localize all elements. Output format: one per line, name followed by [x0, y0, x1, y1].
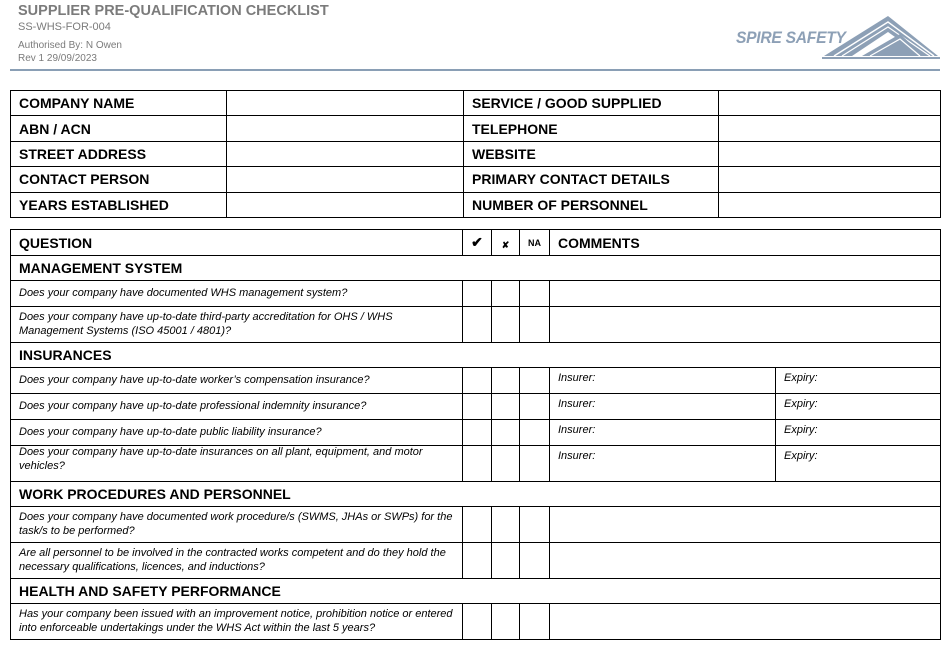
question-text: Does your company have up-to-date public liability insurance? [11, 420, 463, 446]
checklist-header-row [11, 230, 941, 256]
company-info-row [11, 91, 941, 116]
section-title: HEALTH AND SAFETY PERFORMANCE [11, 579, 941, 604]
section-row [11, 482, 941, 507]
question-text: Are all personnel to be involved in the contracted works competent and do they hold the necessary qualifications, licences, and inductions? [11, 543, 463, 579]
section-row [11, 256, 941, 281]
na-checkbox[interactable] [520, 394, 550, 420]
section-row [11, 343, 941, 368]
na-checkbox[interactable] [520, 604, 550, 640]
insurer-field[interactable]: Insurer: [550, 394, 776, 420]
insurer-field[interactable]: Insurer: [550, 446, 776, 482]
question-text: Does your company have documented work procedure/s (SWMS, JHAs or SWPs) for the task/s to be performed? [11, 507, 463, 543]
comments-field[interactable] [550, 507, 941, 543]
no-checkbox[interactable] [492, 604, 520, 640]
question-text: Does your company have up-to-date third-party accreditation for OHS / WHS Management Systems (ISO 45001 / 4801)? [11, 307, 463, 343]
no-checkbox[interactable] [492, 420, 520, 446]
question-row [11, 446, 941, 482]
checklist-table [10, 229, 941, 640]
question-row [11, 307, 941, 343]
comments-field[interactable] [550, 307, 941, 343]
info-label: PRIMARY CONTACT DETAILS [464, 167, 719, 192]
header-divider [10, 69, 940, 71]
authorised-by: Authorised By: N Owen [18, 40, 122, 51]
company-info-row [11, 141, 941, 166]
na-checkbox[interactable] [520, 543, 550, 579]
na-checkbox[interactable] [520, 507, 550, 543]
info-value-field[interactable] [227, 91, 464, 116]
comments-field[interactable] [550, 604, 941, 640]
info-value-field[interactable] [227, 141, 464, 166]
document-title: SUPPLIER PRE-QUALIFICATION CHECKLIST [18, 3, 329, 19]
info-label: WEBSITE [464, 141, 719, 166]
info-label: ABN / ACN [11, 116, 227, 141]
info-label: STREET ADDRESS [11, 141, 227, 166]
question-text: Does your company have documented WHS management system? [11, 281, 463, 307]
section-title: WORK PROCEDURES AND PERSONNEL [11, 482, 941, 507]
expiry-field[interactable]: Expiry: [776, 368, 941, 394]
comments-field[interactable] [550, 281, 941, 307]
na-checkbox[interactable] [520, 307, 550, 343]
info-value-field[interactable] [719, 141, 941, 166]
company-info-row [11, 167, 941, 192]
na-checkbox[interactable] [520, 281, 550, 307]
info-label: TELEPHONE [464, 116, 719, 141]
revision-date: Rev 1 29/09/2023 [18, 53, 97, 64]
no-checkbox[interactable] [492, 368, 520, 394]
info-value-field[interactable] [719, 91, 941, 116]
info-label: YEARS ESTABLISHED [11, 192, 227, 217]
info-value-field[interactable] [719, 192, 941, 217]
info-label: COMPANY NAME [11, 91, 227, 116]
yes-checkbox[interactable] [463, 368, 492, 394]
document-code: SS-WHS-FOR-004 [18, 21, 111, 33]
yes-checkbox[interactable] [463, 543, 492, 579]
no-checkbox[interactable] [492, 543, 520, 579]
section-row [11, 579, 941, 604]
info-value-field[interactable] [227, 167, 464, 192]
question-row [11, 420, 941, 446]
question-header: QUESTION [11, 230, 463, 256]
yes-checkbox[interactable] [463, 604, 492, 640]
no-checkbox[interactable] [492, 446, 520, 482]
yes-checkbox[interactable] [463, 446, 492, 482]
section-title: INSURANCES [11, 343, 941, 368]
info-value-field[interactable] [719, 167, 941, 192]
na-checkbox[interactable] [520, 420, 550, 446]
yes-header [463, 230, 492, 256]
question-row [11, 281, 941, 307]
info-label: CONTACT PERSON [11, 167, 227, 192]
question-text: Has your company been issued with an improvement notice, prohibition notice or entered into enforceable undertakings under the WHS Act within the last 5 years? [11, 604, 463, 640]
yes-checkbox[interactable] [463, 420, 492, 446]
comments-header: COMMENTS [550, 230, 941, 256]
company-info-row [11, 192, 941, 217]
na-header: NA [520, 230, 550, 256]
mountain-logo-icon [822, 12, 940, 60]
expiry-field[interactable]: Expiry: [776, 420, 941, 446]
comments-field[interactable] [550, 543, 941, 579]
expiry-field[interactable]: Expiry: [776, 394, 941, 420]
no-checkbox[interactable] [492, 507, 520, 543]
yes-checkbox[interactable] [463, 507, 492, 543]
no-checkbox[interactable] [492, 281, 520, 307]
logo-text: SPIRE SAFETY [736, 28, 846, 47]
yes-checkbox[interactable] [463, 307, 492, 343]
info-value-field[interactable] [227, 192, 464, 217]
no-checkbox[interactable] [492, 394, 520, 420]
question-row [11, 394, 941, 420]
na-checkbox[interactable] [520, 368, 550, 394]
info-value-field[interactable] [719, 116, 941, 141]
no-header [492, 230, 520, 256]
question-text: Does your company have up-to-date insurances on all plant, equipment, and motor vehicles? [11, 446, 463, 482]
insurer-field[interactable]: Insurer: [550, 420, 776, 446]
question-row [11, 543, 941, 579]
question-row [11, 368, 941, 394]
question-row [11, 604, 941, 640]
question-text: Does your company have up-to-date worker’s compensation insurance? [11, 368, 463, 394]
question-text: Does your company have up-to-date professional indemnity insurance? [11, 394, 463, 420]
no-checkbox[interactable] [492, 307, 520, 343]
spire-safety-logo [730, 12, 940, 62]
yes-checkbox[interactable] [463, 281, 492, 307]
yes-checkbox[interactable] [463, 394, 492, 420]
check-mark-icon: ✔ [471, 234, 483, 250]
company-info-row [11, 116, 941, 141]
company-info-table [10, 90, 941, 218]
cross-mark-icon: ✘ [501, 239, 510, 250]
info-value-field[interactable] [227, 116, 464, 141]
section-title: MANAGEMENT SYSTEM [11, 256, 941, 281]
question-row [11, 507, 941, 543]
info-label: NUMBER OF PERSONNEL [464, 192, 719, 217]
insurer-field[interactable]: Insurer: [550, 368, 776, 394]
info-label: SERVICE / GOOD SUPPLIED [464, 91, 719, 116]
expiry-field[interactable]: Expiry: [776, 446, 941, 482]
na-checkbox[interactable] [520, 446, 550, 482]
